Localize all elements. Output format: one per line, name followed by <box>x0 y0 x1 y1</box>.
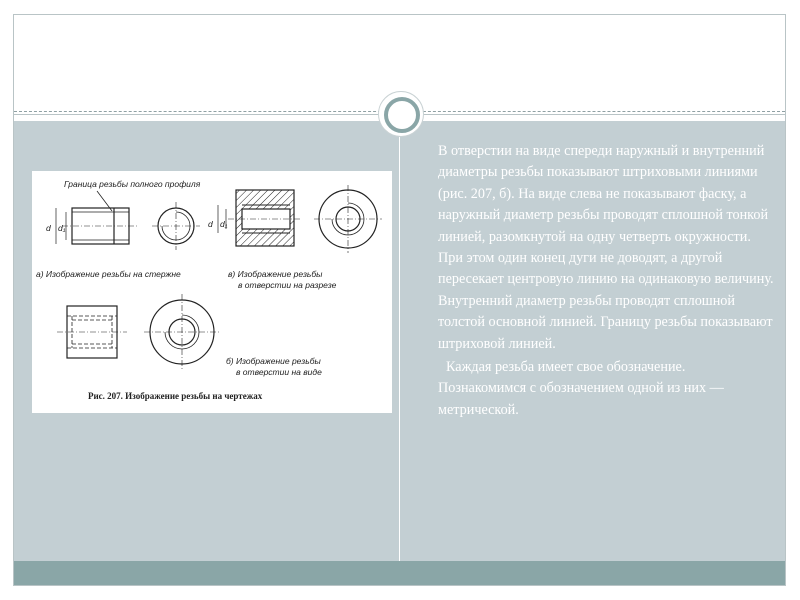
d-label-section: d <box>208 219 213 229</box>
d-label: d <box>46 223 51 233</box>
footer-band <box>14 561 785 585</box>
thread-drawing <box>32 171 392 413</box>
paragraph-1: В отверстии на виде спереди наружный и внутренний диаметры резьбы показывают штриховыми линиями (рис. 207, б). На виде слева не показывают фаску, а наружный диаметр резьбы проводят сплошной тонкой линией, разомкнутой на одну четверть окружности. При этом один конец дуги не доводят, а другой пересекает центровую линию на одинаковую величину. Внутренний диаметр резьбы проводят сплошной толстой основной линией. Границу резьбы показывают штриховой линией. <box>438 143 774 352</box>
caption-b-line1: б) Изображение резьбы <box>226 356 321 366</box>
caption-a: а) Изображение резьбы на стержне <box>36 269 181 279</box>
column-divider <box>399 121 400 561</box>
paragraph-2: Каждая резьба имеет свое обозначение. Познакомимся с обозначением одной из них — метрической. <box>438 359 724 418</box>
figure-caption: Рис. 207. Изображение резьбы на чертежах <box>88 391 263 401</box>
caption-b-line2: в отверстии на виде <box>236 367 322 377</box>
caption-v-line2: в отверстии на разрезе <box>238 280 337 290</box>
caption-v-line1: в) Изображение резьбы <box>228 269 323 279</box>
thread-drawing-figure <box>32 171 392 413</box>
boundary-label: Граница резьбы полного профиля <box>64 179 201 189</box>
d1-label-section: d₁ <box>220 219 228 229</box>
d1-label: d₁ <box>58 223 66 233</box>
main-text <box>438 141 774 421</box>
ring-icon <box>384 97 420 133</box>
slide <box>13 14 786 586</box>
